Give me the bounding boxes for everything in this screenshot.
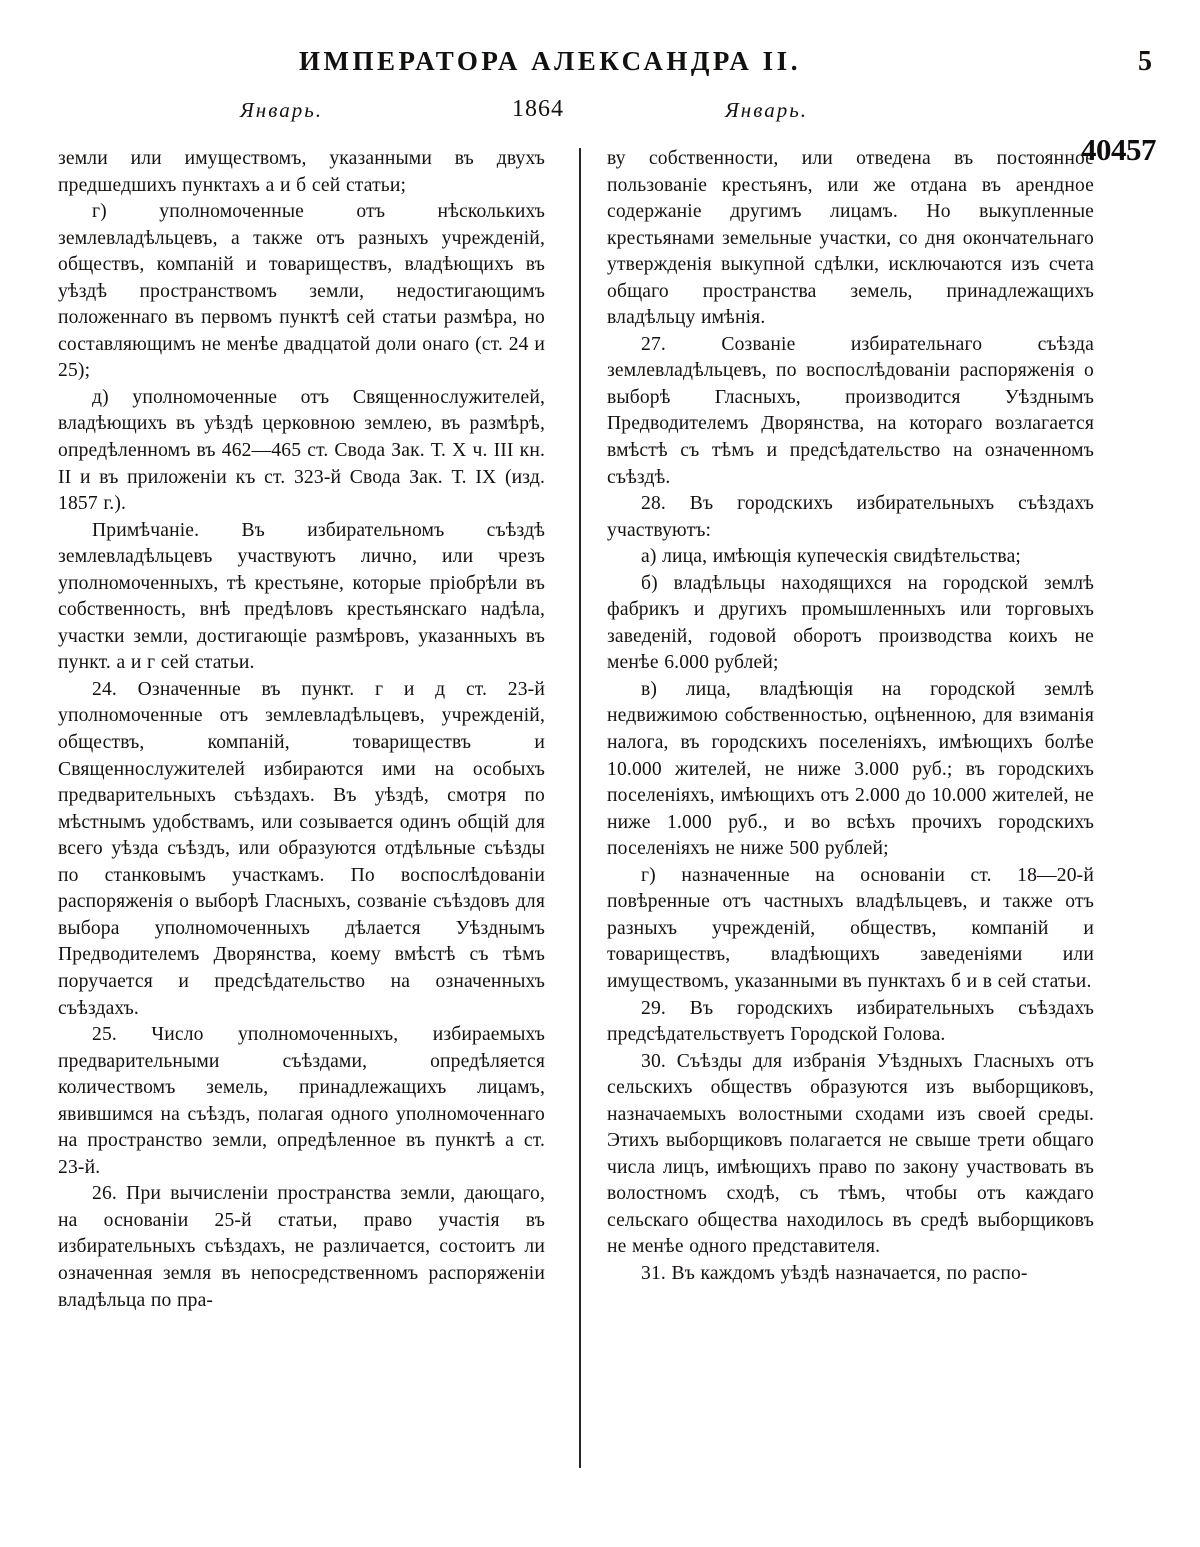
column-divider [579,148,581,1468]
paragraph: Примѣчаніе. Въ избирательномъ съѣздѣ землевладѣльцевъ участвуютъ лично, или чрезъ уполномоченныхъ, тѣ крестьяне, которые пріобрѣли въ собственность, внѣ предѣловъ крестьянскаго надѣла, участки земли, достигающіе размѣровъ, указанныхъ въ пункт. а и г сей статьи. [58,519,545,674]
paragraph: 24. Означенные въ пункт. г и д ст. 23-й уполномоченные отъ землевладѣльцевъ, учрежденій, обществъ, компаній, товариществъ и Священнослужителей избираются ими на особыхъ предварительныхъ съѣздахъ. Въ уѣздѣ, смотря по мѣстнымъ удобствамъ, или созывается одинъ общій для всего уѣзда съѣздъ, или образуются отдѣльные съѣзды по станковымъ участкамъ. По воспослѣдованіи распоряженія о выборѣ Гласныхъ, созваніе съѣздовъ для выбора уполномоченныхъ дѣлается Уѣзднымъ Предводителемъ Дворянства, коему вмѣстѣ съ тѣмъ поручается и предсѣдательство на означенныхъ съѣздахъ. [58,678,545,1019]
paragraph: 26. При вычисленіи пространства земли, дающаго, на основаніи 25-й статьи, право участія въ избирательныхъ съѣздахъ, не различается, состоитъ ли означенная земля въ непосредственномъ распоряженіи владѣльца по пра- [58,1183,545,1311]
law-number: 40457 [1081,132,1156,167]
month-left: Январь. [240,98,323,122]
month-right: Январь. [725,98,808,122]
paragraph: а) лица, имѣющія купеческія свидѣтельства; [641,546,1022,568]
text-columns [58,146,1150,1476]
left-column [58,146,545,1476]
paragraph: б) владѣльцы находящихся на городской землѣ фабрикъ и другихъ промышленныхъ или торговыхъ заведеній, годовой оборотъ производства коихъ не менѣе 6.000 рублей; [607,572,1094,674]
running-title: ИМПЕРАТОРА АЛЕКСАНДРА II. [299,46,801,76]
paragraph: г) назначенные на основаніи ст. 18—20-й повѣренные отъ частныхъ владѣльцевъ, и также отъ разныхъ учрежденій, обществъ, компаній и товариществъ, владѣющихъ заведеніями или имуществомъ, указанными въ пунктахъ б и в сей статьи. [607,864,1094,992]
paragraph: 25. Число уполномоченныхъ, избираемыхъ предварительными съѣздами, опредѣляется количествомъ земель, принадлежащихъ лицамъ, явившимся на съѣздъ, полагая одного уполномоченнаго на пространство земли, опредѣленное въ пунктѣ а ст. 23-й. [58,1024,545,1178]
paragraph: г) уполномоченные отъ нѣсколькихъ землевладѣльцевъ, а также отъ разныхъ учрежденій, обществъ, компаній и товариществъ, владѣющихъ въ уѣздѣ пространствомъ земли, недостигающимъ положеннаго въ первомъ пунктѣ сей статьи размѣра, но составляющимъ не менѣе двадцатой доли онаго (ст. 24 и 25); [58,201,545,382]
paragraph: 30. Съѣзды для избранія Уѣздныхъ Гласныхъ отъ сельскихъ обществъ образуются изъ выборщиковъ, назначаемыхъ волостными сходами изъ своей среды. Этихъ выборщиковъ полагается не свыше трети общаго числа лицъ, имѣющихъ право по закону участвовать въ волостномъ сходѣ, съ тѣмъ, чтобы отъ каждаго сельскаго общества находилось въ средѣ выборщиковъ не менѣе одного представителя. [607,1050,1094,1258]
page-number: 5 [1138,46,1152,77]
paragraph: земли или имуществомъ, указанными въ двухъ предшедшихъ пунктахъ а и б сей статьи; [58,148,545,196]
paragraph: 29. Въ городскихъ избирательныхъ съѣздахъ предсѣдательствуетъ Городской Голова. [607,997,1094,1046]
page-subheader [60,98,1150,128]
paragraph: ву собственности, или отведена въ постоянное пользованіе крестьянъ, или же отдана въ арендное содержаніе другимъ лицамъ. Но выкупленные крестьянами земельные участки, со дня окончательнаго утвержденія выкупной сдѣлки, исключаются изъ счета общаго пространства земель, принадлежащихъ владѣльцу имѣнія. [607,148,1094,329]
paragraph: 28. Въ городскихъ избирательныхъ съѣздахъ участвуютъ: [607,493,1094,541]
paragraph: 27. Созваніе избирательнаго съѣзда землевладѣльцевъ, по воспослѣдованіи распоряженія о выборѣ Гласныхъ, производится Уѣзднымъ Предводителемъ Дворянства, на котораго возлагается вмѣстѣ съ тѣмъ и предсѣдательство на означенномъ съѣздѣ. [607,333,1094,488]
paragraph: 31. Въ каждомъ уѣздѣ назначается, по распо- [641,1262,1028,1284]
year: 1864 [512,96,564,122]
paragraph: в) лица, владѣющія на городской землѣ недвижимою собственностью, оцѣненною, для взиманія налога, въ городскихъ поселеніяхъ, имѣющихъ болѣе 10.000 жителей, не ниже 3.000 руб.; въ городскихъ поселеніяхъ, имѣющихъ отъ 2.000 до 10.000 жителей, не ниже 1.000 руб., и во всѣхъ прочихъ городскихъ поселеніяхъ не ниже 500 рублей; [607,678,1094,860]
paragraph: д) уполномоченные отъ Священнослужителей, владѣющихъ въ уѣздѣ церковною землею, въ размѣрѣ, опредѣленномъ въ 462—465 ст. Свода Зак. Т. X ч. III кн. II и въ приложеніи къ ст. 323-й Свода Зак. Т. IX (изд. 1857 г.). [58,386,545,515]
page-header [0,46,1200,90]
right-column [607,146,1094,1476]
